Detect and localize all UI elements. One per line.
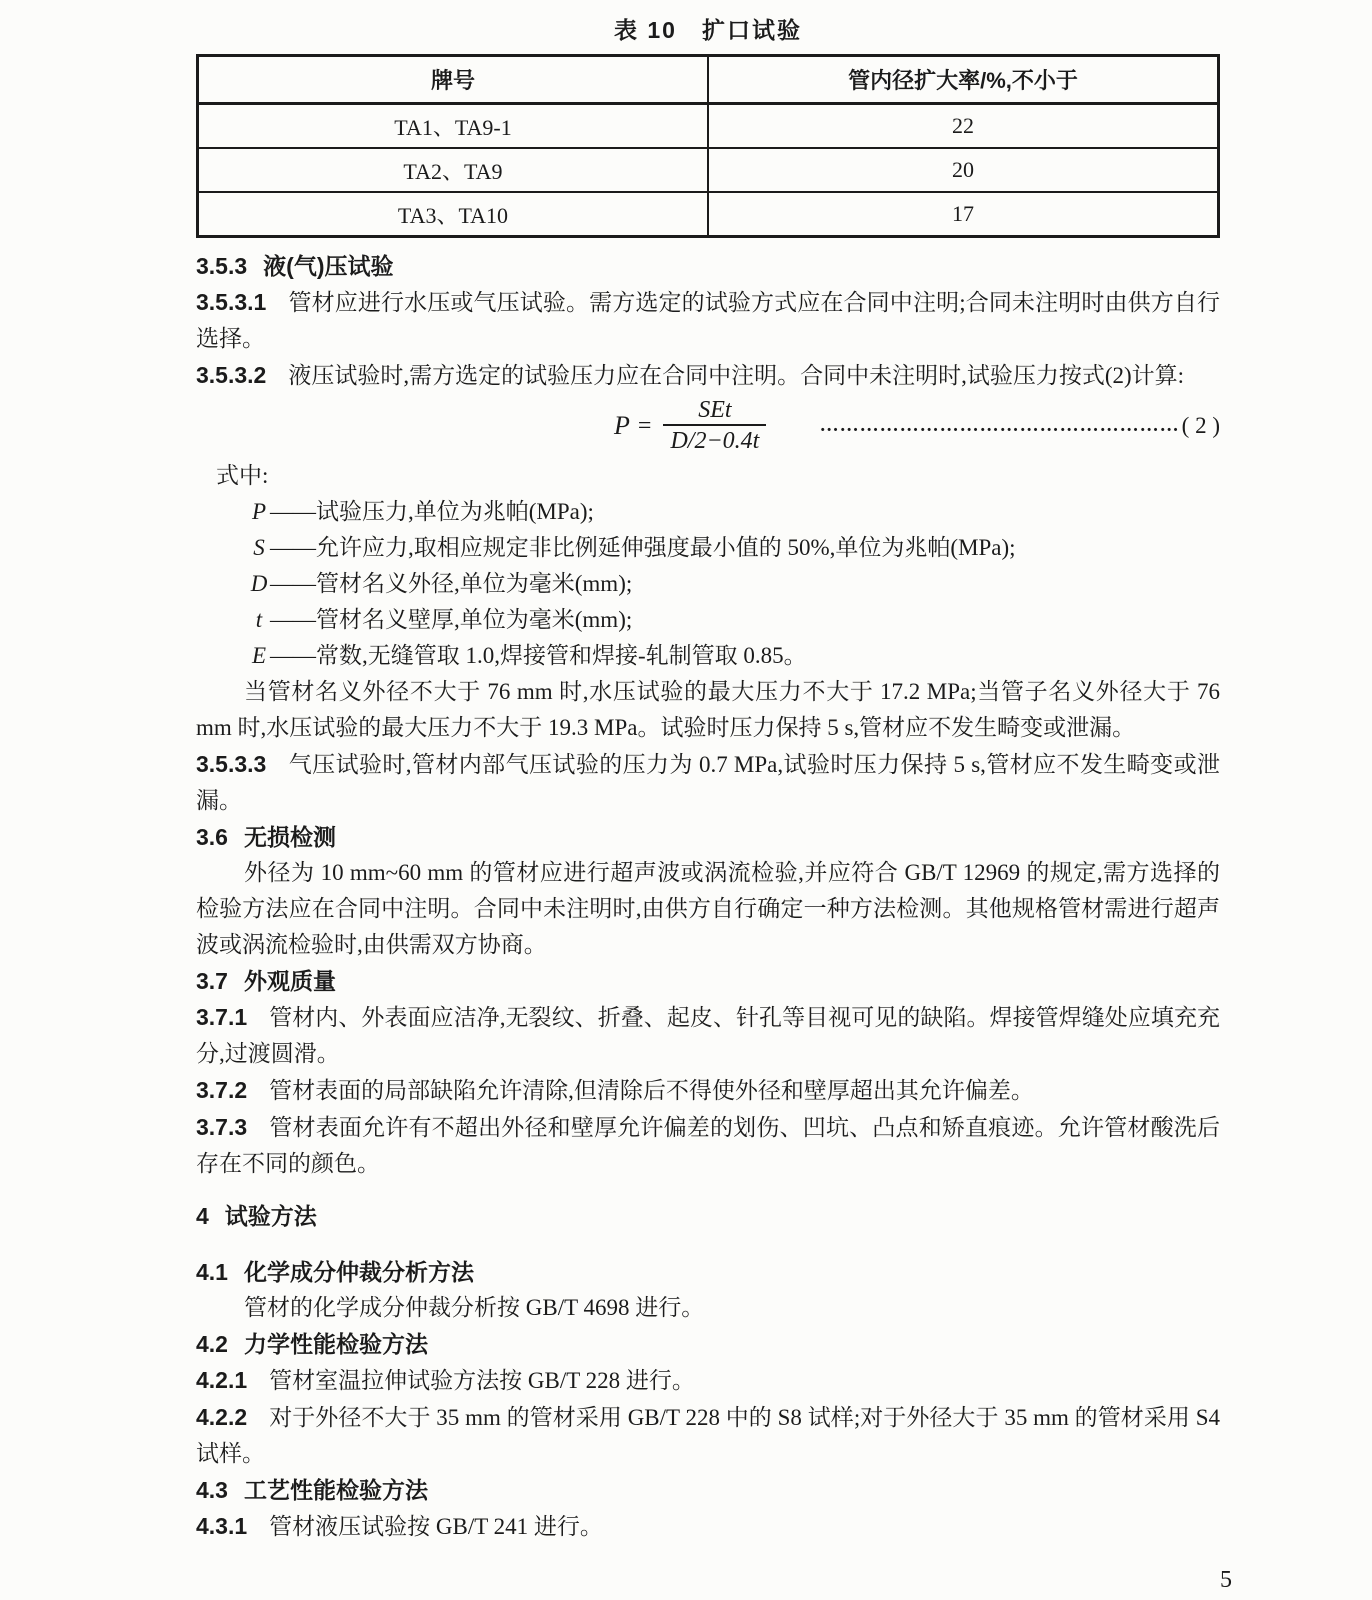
clause-number: 3.7.2 bbox=[196, 1077, 248, 1103]
formula-equation-number: ( 2 ) bbox=[1181, 413, 1220, 438]
clause-3-7-2 bbox=[196, 1072, 1220, 1109]
clause-3-5-3-3 bbox=[196, 746, 1220, 819]
clause-number: 4.2.1 bbox=[196, 1367, 248, 1393]
column-header-grade: 牌号 bbox=[198, 56, 709, 104]
symbol: S bbox=[253, 535, 265, 560]
paragraph-nde: 外径为 10 mm~60 mm 的管材应进行超声波或涡流检验,并应符合 GB/T 12969 的规定,需方选择的检验方法应在合同中注明。合同中未注明时,由供方自行确定一种方法检测。其他规格管材需进行超声波或涡流检验时,由供需双方协商。 bbox=[196, 860, 1220, 957]
heading-title: 工艺性能检验方法 bbox=[243, 1477, 428, 1503]
table-row bbox=[198, 148, 1219, 192]
clause-number: 3.7.1 bbox=[196, 1004, 248, 1030]
clause-4-2-2 bbox=[196, 1399, 1220, 1472]
symbol-dash: —— bbox=[270, 643, 316, 668]
formula-equals: = bbox=[637, 413, 652, 439]
heading-4 bbox=[196, 1198, 1220, 1234]
heading-title: 化学成分仲裁分析方法 bbox=[243, 1259, 474, 1285]
symbol-dash: —— bbox=[270, 607, 316, 632]
rate-cell: 22 bbox=[708, 104, 1219, 149]
heading-title: 力学性能检验方法 bbox=[243, 1331, 428, 1357]
heading-3-5-3 bbox=[196, 248, 1220, 284]
heading-4-1 bbox=[196, 1254, 1220, 1290]
heading-title: 液(气)压试验 bbox=[263, 253, 394, 279]
clause-text: 管材室温拉伸试验方法按 GB/T 228 进行。 bbox=[269, 1368, 695, 1393]
symbol-dash: —— bbox=[270, 571, 316, 596]
clause-number: 4.1 bbox=[196, 1259, 228, 1285]
page-number: 5 bbox=[1220, 1567, 1232, 1593]
paragraph-4-1: 管材的化学成分仲裁分析按 GB/T 4698 进行。 bbox=[244, 1295, 705, 1320]
heading-title: 试验方法 bbox=[224, 1203, 317, 1229]
clause-text: 管材液压试验按 GB/T 241 进行。 bbox=[269, 1514, 603, 1539]
clause-number: 3.5.3.1 bbox=[196, 289, 267, 315]
clause-number: 3.5.3 bbox=[196, 253, 248, 279]
symbol-description: 试验压力,单位为兆帕(MPa); bbox=[316, 499, 594, 524]
clause-text: 管材内、外表面应洁净,无裂纹、折叠、起皮、针孔等目视可见的缺陷。焊接管焊缝处应填充充分,过渡圆滑。 bbox=[196, 1005, 1220, 1066]
clause-3-5-3-1 bbox=[196, 284, 1220, 357]
formula-lhs: P bbox=[614, 411, 630, 440]
clause-text: 管材表面允许有不超出外径和壁厚允许偏差的划伤、凹坑、凸点和矫直痕迹。允许管材酸洗后存在不同的颜色。 bbox=[196, 1115, 1220, 1176]
clause-number: 4.3.1 bbox=[196, 1513, 248, 1539]
clause-text: 管材应进行水压或气压试验。需方选定的试验方式应在合同中注明;合同未注明时由供方自行选择。 bbox=[196, 290, 1220, 351]
grade-cell: TA3、TA10 bbox=[198, 192, 709, 237]
formula-dot-leader: ……………………………………………… bbox=[819, 415, 1180, 436]
grade-cell: TA2、TA9 bbox=[198, 148, 709, 192]
rate-cell: 20 bbox=[708, 148, 1219, 192]
symbol-description: 允许应力,取相应规定非比例延伸强度最小值的 50%,单位为兆帕(MPa); bbox=[316, 535, 1016, 560]
heading-4-3 bbox=[196, 1472, 1220, 1508]
table-header-row bbox=[198, 56, 1219, 104]
table-row bbox=[198, 192, 1219, 237]
symbol: P bbox=[251, 499, 267, 524]
flaring-test-table bbox=[196, 54, 1220, 238]
heading-title: 外观质量 bbox=[243, 968, 336, 994]
symbol: E bbox=[251, 643, 267, 668]
clause-number: 3.5.3.2 bbox=[196, 362, 267, 388]
table-10-title: 表 10 扩口试验 bbox=[614, 17, 802, 43]
clause-number: 4.3 bbox=[196, 1477, 228, 1503]
heading-3-6 bbox=[196, 819, 1220, 855]
document-body bbox=[196, 248, 1220, 1545]
clause-number: 4.2 bbox=[196, 1331, 228, 1357]
table-row bbox=[198, 104, 1219, 149]
clause-4-3-1 bbox=[196, 1508, 1220, 1545]
clause-number: 3.5.3.3 bbox=[196, 751, 267, 777]
symbol-dash: —— bbox=[270, 535, 316, 560]
clause-number: 3.7.3 bbox=[196, 1114, 248, 1140]
symbol-definition-E bbox=[248, 638, 1220, 674]
fraction-denominator: D/2−0.4t bbox=[663, 424, 766, 455]
clause-number: 4 bbox=[196, 1203, 209, 1229]
symbol-description: 常数,无缝管取 1.0,焊接管和焊接-轧制管取 0.85。 bbox=[316, 643, 807, 668]
clause-3-7-1 bbox=[196, 999, 1220, 1072]
clause-text: 液压试验时,需方选定的试验压力应在合同中注明。合同中未注明时,试验压力按式(2)计算: bbox=[288, 363, 1185, 388]
symbol: D bbox=[250, 571, 268, 596]
rate-cell: 17 bbox=[708, 192, 1219, 237]
heading-title: 无损检测 bbox=[243, 824, 336, 850]
symbol-description: 管材名义壁厚,单位为毫米(mm); bbox=[316, 607, 633, 632]
clause-text: 对于外径不大于 35 mm 的管材采用 GB/T 228 中的 S8 试样;对于外径大于 35 mm 的管材采用 S4 试样。 bbox=[196, 1405, 1220, 1466]
clause-text: 管材表面的局部缺陷允许清除,但清除后不得使外径和壁厚超出其允许偏差。 bbox=[269, 1078, 1034, 1103]
clause-number: 3.6 bbox=[196, 824, 228, 850]
formula-2 bbox=[196, 396, 1220, 456]
symbol-definition-S bbox=[248, 530, 1220, 566]
heading-4-2 bbox=[196, 1326, 1220, 1362]
symbol-dash: —— bbox=[270, 499, 316, 524]
clause-3-7-3 bbox=[196, 1109, 1220, 1182]
formula-fraction bbox=[663, 397, 766, 455]
symbol-definition-D bbox=[248, 566, 1220, 602]
symbol-description: 管材名义外径,单位为毫米(mm); bbox=[316, 571, 633, 596]
clause-3-5-3-2 bbox=[196, 357, 1220, 394]
symbol-definition-t bbox=[248, 602, 1220, 638]
where-label: 式中: bbox=[216, 463, 269, 488]
grade-cell: TA1、TA9-1 bbox=[198, 104, 709, 149]
clause-text: 气压试验时,管材内部气压试验的压力为 0.7 MPa,试验时压力保持 5 s,管材应不发生畸变或泄漏。 bbox=[196, 752, 1220, 813]
symbol-definition-P bbox=[248, 494, 1220, 530]
heading-3-7 bbox=[196, 963, 1220, 999]
clause-number: 4.2.2 bbox=[196, 1404, 248, 1430]
clause-number: 3.7 bbox=[196, 968, 228, 994]
paragraph-max-pressure: 当管材名义外径不大于 76 mm 时,水压试验的最大压力不大于 17.2 MPa;当管子名义外径大于 76 mm 时,水压试验的最大压力不大于 19.3 MPa。试验时压力保持 5 s,管材应不发生畸变或泄漏。 bbox=[196, 679, 1220, 740]
fraction-numerator: SEt bbox=[698, 397, 732, 424]
clause-4-2-1 bbox=[196, 1362, 1220, 1399]
symbol: t bbox=[255, 607, 263, 632]
column-header-expansion-rate: 管内径扩大率/%,不小于 bbox=[708, 56, 1219, 104]
